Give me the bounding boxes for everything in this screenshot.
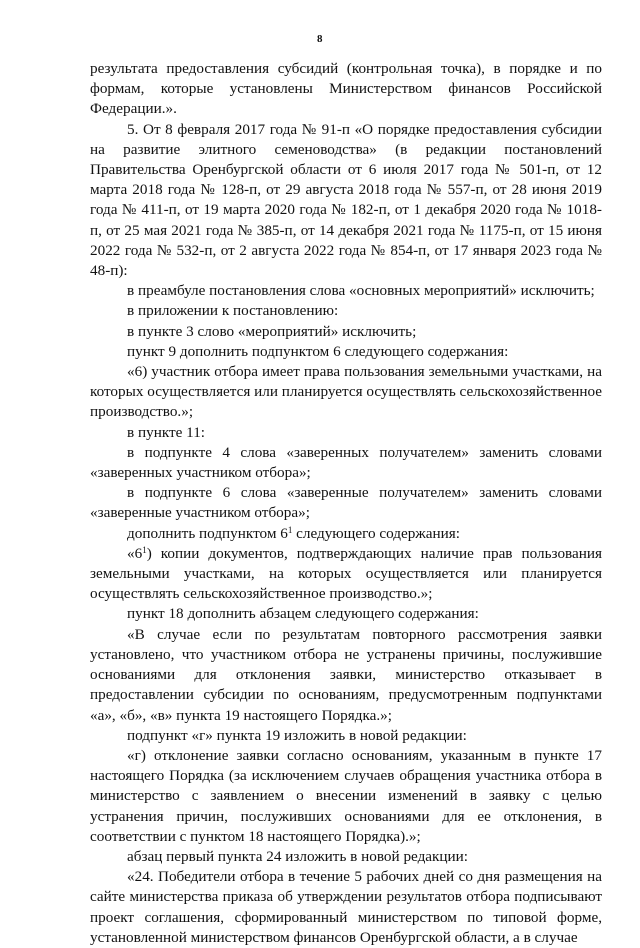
paragraph: в пункте 3 слово «мероприятий» исключить; bbox=[127, 322, 417, 340]
text-fragment: «6 bbox=[127, 544, 143, 562]
document-body bbox=[90, 59, 602, 948]
text-fragment: дополнить подпунктом 6 bbox=[127, 524, 288, 542]
paragraph: абзац первый пункта 24 изложить в новой редакции: bbox=[127, 847, 469, 865]
paragraph: в приложении к постановлению: bbox=[127, 302, 339, 320]
paragraph-continuation: результата предоставления субсидий (контрольная точка), в порядке и по формам, которые установлены Министерством финансов Российской Федерации.». bbox=[90, 60, 602, 118]
paragraph-item-5: 5. От 8 февраля 2017 года № 91-п «О порядке предоставления субсидии на развитие элитного семеноводства» (в редакции постановлений Правительства Оренбургской области от 6 июля 2017 года № 501-п, от 12 марта 2018 года № 128-п, от 29 августа 2018 года № 557-п, от 28 июня 2019 года № 411-п, от 19 марта 2020 года № 182-п, от 1 декабря 2020 года № 1018-п, от 25 мая 2021 года № 385-п, от 14 декабря 2021 года № 1175-п, от 15 июня 2022 года № 532-п, от 2 августа 2022 года № 854-п, от 17 января 2023 года № 48-п): bbox=[90, 120, 602, 280]
paragraph: в преамбуле постановления слова «основных мероприятий» исключить; bbox=[127, 282, 595, 300]
paragraph: в пункте 11: bbox=[127, 423, 206, 441]
text-fragment: ) копии документов, подтверждающих наличие прав пользования земельными участками, на которых осуществляется или планируется осуществлять сельскохозяйственное производство.»; bbox=[90, 544, 602, 603]
page-number: 8 bbox=[317, 33, 323, 45]
paragraph-quote: «6) участник отбора имеет права пользования земельными участками, на которых осуществляется или планируется осуществлять сельскохозяйственное производство.»; bbox=[90, 363, 602, 421]
paragraph: в подпункте 6 слова «заверенные получателем» заменить словами «заверенные участником отбора»; bbox=[90, 484, 602, 522]
paragraph: подпункт «г» пункта 19 изложить в новой редакции: bbox=[127, 726, 467, 744]
superscript: 1 bbox=[142, 544, 147, 555]
paragraph bbox=[90, 524, 602, 544]
paragraph-quote: «В случае если по результатам повторного рассмотрения заявки установлено, что участником отбора не устранены причины, послужившие основаниями для отклонения заявки, министерство отказывает в предоставлении субсидии по основаниям, предусмотренным подпунктами «а», «б», «в» пункта 19 настоящего Порядка.»; bbox=[90, 625, 602, 724]
paragraph-quote: «24. Победители отбора в течение 5 рабочих дней со дня размещения на сайте министерства приказа об утверждении результатов отбора подписывают проект соглашения, сформированный министерством по типовой форме, установленной министерством финансов Оренбургской области, а в случае bbox=[90, 868, 602, 946]
text-fragment: следующего содержания: bbox=[292, 524, 460, 542]
paragraph: в подпункте 4 слова «заверенных получателем» заменить словами «заверенных участником отбора»; bbox=[90, 443, 602, 482]
paragraph: пункт 9 дополнить подпунктом 6 следующего содержания: bbox=[127, 342, 509, 360]
superscript: 1 bbox=[287, 524, 293, 535]
paragraph: пункт 18 дополнить абзацем следующего содержания: bbox=[127, 605, 479, 623]
paragraph-quote bbox=[90, 544, 602, 605]
paragraph-quote: «г) отклонение заявки согласно основаниям, указанным в пункте 17 настоящего Порядка (за исключением случаев обращения участника отбора в министерство с заявлением о внесении изменений в заявку с целью устранения причин, послуживших основаниями для ее отклонения, в соответствии с пунктом 18 настоящего Порядка).»; bbox=[90, 746, 602, 845]
